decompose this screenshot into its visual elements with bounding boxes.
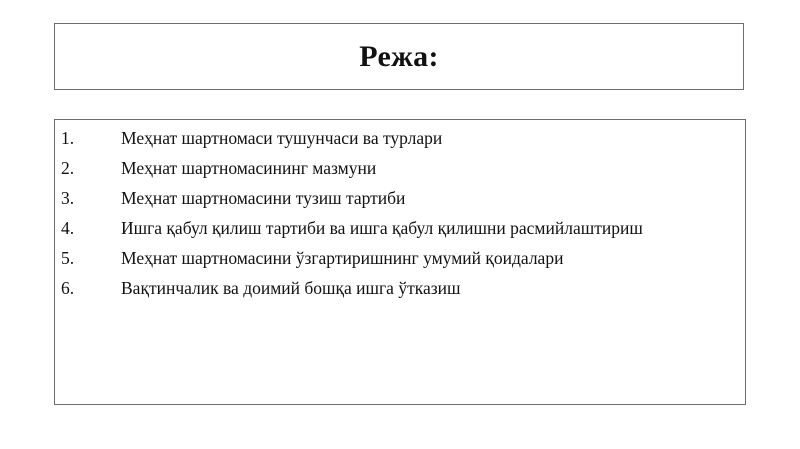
list-item-text: Меҳнат шартномасини тузиш тартиби [121, 188, 406, 208]
list-item-number: 5. [61, 248, 75, 268]
list-item-number: 6. [61, 278, 75, 298]
page-title: Режа: [359, 39, 439, 73]
list-item-text: Меҳнат шартномаси тушунчаси ва турлари [121, 128, 443, 148]
list-item [55, 153, 745, 183]
list-item-text: Меҳнат шартномасини ўзгартиришнинг умумий қоидалари [121, 248, 564, 268]
plan-list [54, 119, 746, 405]
list-item [55, 123, 745, 153]
list-item-number: 1. [61, 128, 75, 148]
list-item [55, 213, 745, 243]
list-item [55, 183, 745, 213]
list-item-text: Вақтинчалик ва доимий бошқа ишга ўтказиш [121, 278, 461, 298]
list-item-text: Меҳнат шартномасининг мазмуни [121, 158, 377, 178]
title-box [54, 23, 744, 90]
list-item [55, 273, 745, 303]
list-item-number: 2. [61, 158, 75, 178]
list-item [55, 243, 745, 273]
list-item-number: 3. [61, 188, 75, 208]
list-item-number: 4. [61, 218, 75, 238]
list-item-text: Ишга қабул қилиш тартиби ва ишга қабул қилишни расмийлаштириш [121, 218, 643, 238]
